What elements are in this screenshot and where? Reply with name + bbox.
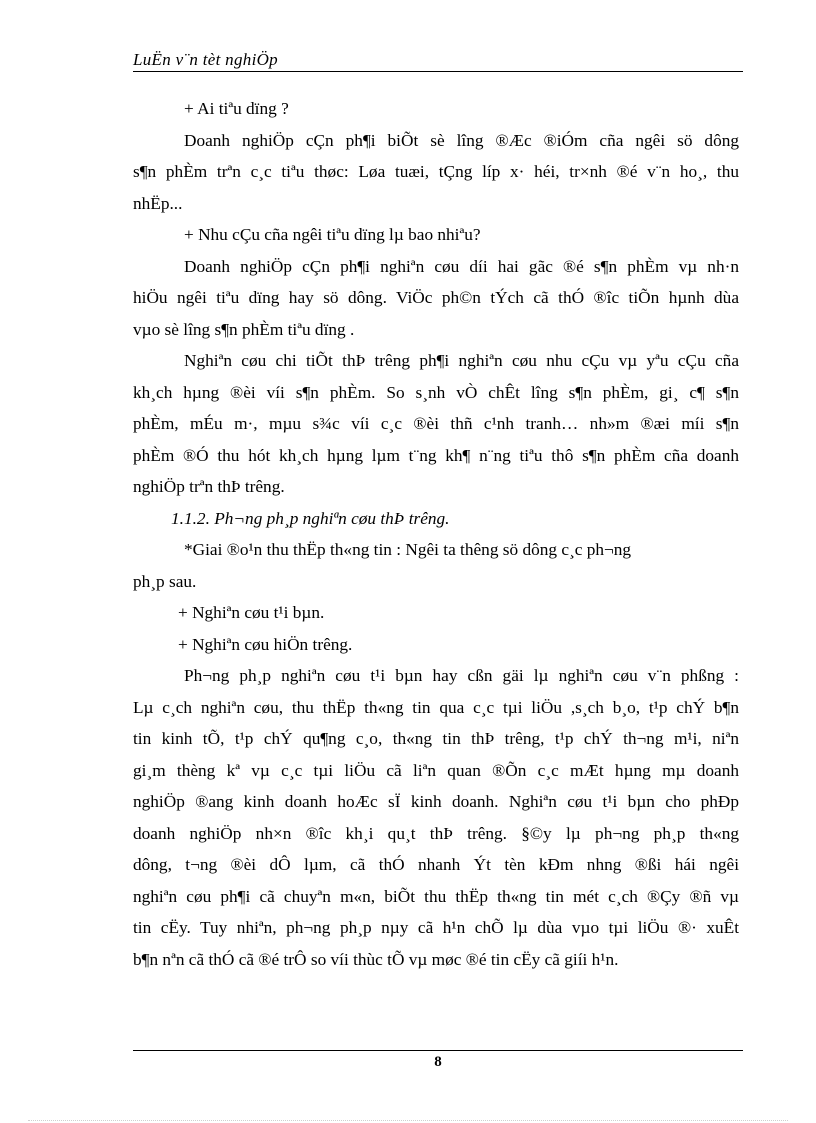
paragraph-question-who: + Ai tiªu dïng ? bbox=[184, 99, 289, 118]
text-line: Ph¬ng ph¸p nghiªn cøu t¹i bµn hay cßn gäi lµ nghiªn cøu v¨n phßng : bbox=[184, 666, 739, 685]
text-line: hiÖu ngêi tiªu dïng hay sö dông. ViÖc ph©n tÝch cã thÓ ®îc tiÕn hµnh dùa bbox=[133, 288, 739, 307]
text-line: dông, t¬ng ®èi dÔ lµm, cã thÓ nhanh Ýt tèn kÐm nhng ®ßi hái ngêi bbox=[133, 855, 739, 874]
text-line: doanh nghiÖp nh×n ®îc kh¸i qu¸t thÞ trêng. §©y lµ ph¬ng ph¸p th«ng bbox=[133, 823, 739, 843]
text-line: kh¸ch hµng ®èi víi s¶n phÈm. So s¸nh vÒ chÊt lîng s¶n phÈm, gi¸ c¶ s¶n bbox=[133, 382, 739, 402]
footer-divider bbox=[133, 1050, 743, 1051]
text-line: Lµ c¸ch nghiªn cøu, thu thËp th«ng tin qua c¸c tµi liÖu ,s¸ch b¸o, t¹p chÝ b¶n bbox=[133, 697, 739, 717]
text-line: phÈm, mÉu m·, mµu s¾c víi c¸c ®èi thñ c¹nh tranh… nh»m ®æi míi s¶n bbox=[133, 414, 739, 433]
paragraph-data-collection bbox=[133, 534, 739, 597]
list-item-desk-research: + Nghiªn cøu t¹i bµn. bbox=[178, 603, 325, 622]
header-title: LuËn v¨n tèt nghiÖp bbox=[133, 50, 278, 69]
text-line: nghiÖp ®ang kinh doanh hoÆc sÏ kinh doanh. Nghiªn cøu t¹i bµn cho phÐp bbox=[133, 792, 739, 811]
paragraph-detailed-research bbox=[133, 345, 739, 503]
paragraph-question-demand: + Nhu cÇu cña ngêi tiªu dïng lµ bao nhiªu? bbox=[184, 225, 481, 244]
text-line: Nghiªn cøu chi tiÕt thÞ trêng ph¶i nghiªn cøu nhu cÇu vµ yªu cÇu cña bbox=[184, 351, 739, 370]
document-body bbox=[133, 93, 739, 975]
text-line: nghiªn cøu ph¶i cã chuyªn m«n, biÕt thu thËp th«ng tin mét c¸ch ®Çy ®ñ vµ bbox=[133, 886, 739, 906]
text-line: phÈm ®Ó thu hót kh¸ch hµng lµm t¨ng kh¶ n¨ng tiªu thô s¶n phÈm cña doanh bbox=[133, 445, 739, 465]
text-line: ph¸p sau. bbox=[133, 571, 197, 591]
list-item-field-research: + Nghiªn cøu hiÖn trêng. bbox=[178, 634, 353, 654]
text-line: tin kinh tÕ, t¹p chÝ qu¶ng c¸o, th«ng tin thÞ trêng, t¹p chÝ th¬ng m¹i, niªn bbox=[133, 729, 739, 748]
paragraph-consumer-count bbox=[133, 125, 739, 220]
paragraph-desk-research bbox=[133, 660, 739, 975]
text-line: nghiÖp trªn thÞ trêng. bbox=[133, 477, 285, 496]
text-line: *Giai ®o¹n thu thËp th«ng tin : Ngêi ta thêng sö dông c¸c ph¬ng bbox=[184, 540, 632, 559]
text-line: nhËp... bbox=[133, 193, 183, 213]
text-line: s¶n phÈm trªn c¸c tiªu thøc: Løa tuæi, tÇng líp x· héi, tr×nh ®é v¨n ho¸, thu bbox=[133, 162, 739, 181]
text-line: vµo sè lîng s¶n phÈm tiªu dïng . bbox=[133, 319, 355, 339]
header-divider bbox=[133, 71, 743, 72]
page-header bbox=[133, 50, 743, 70]
page-break-line bbox=[28, 1120, 788, 1121]
paragraph-product-analysis bbox=[133, 251, 739, 346]
text-line: Doanh nghiÖp cÇn ph¶i biÕt sè lîng ®Æc ®iÓm cña ngêi sö dông bbox=[184, 130, 739, 150]
section-heading: 1.1.2. Ph¬ng ph¸p nghiªn cøu thÞ trêng. bbox=[171, 508, 450, 528]
text-line: b¶n nªn cã thÓ cã ®é trÔ so víi thùc tÕ vµ møc ®é tin cËy cã giíi h¹n. bbox=[133, 949, 619, 969]
text-line: tin cËy. Tuy nhiªn, ph¬ng ph¸p nµy cã h¹n chÕ lµ dùa vµo tµi liÖu ®· xuÊt bbox=[133, 918, 739, 937]
text-line: gi¸m thèng kª vµ c¸c tµi liÖu cã liªn quan ®Õn c¸c mÆt hµng mµ doanh bbox=[133, 760, 739, 780]
text-line: Doanh nghiÖp cÇn ph¶i nghiªn cøu díi hai gãc ®é s¶n phÈm vµ nh·n bbox=[184, 256, 739, 276]
page-number: 8 bbox=[434, 1054, 442, 1070]
